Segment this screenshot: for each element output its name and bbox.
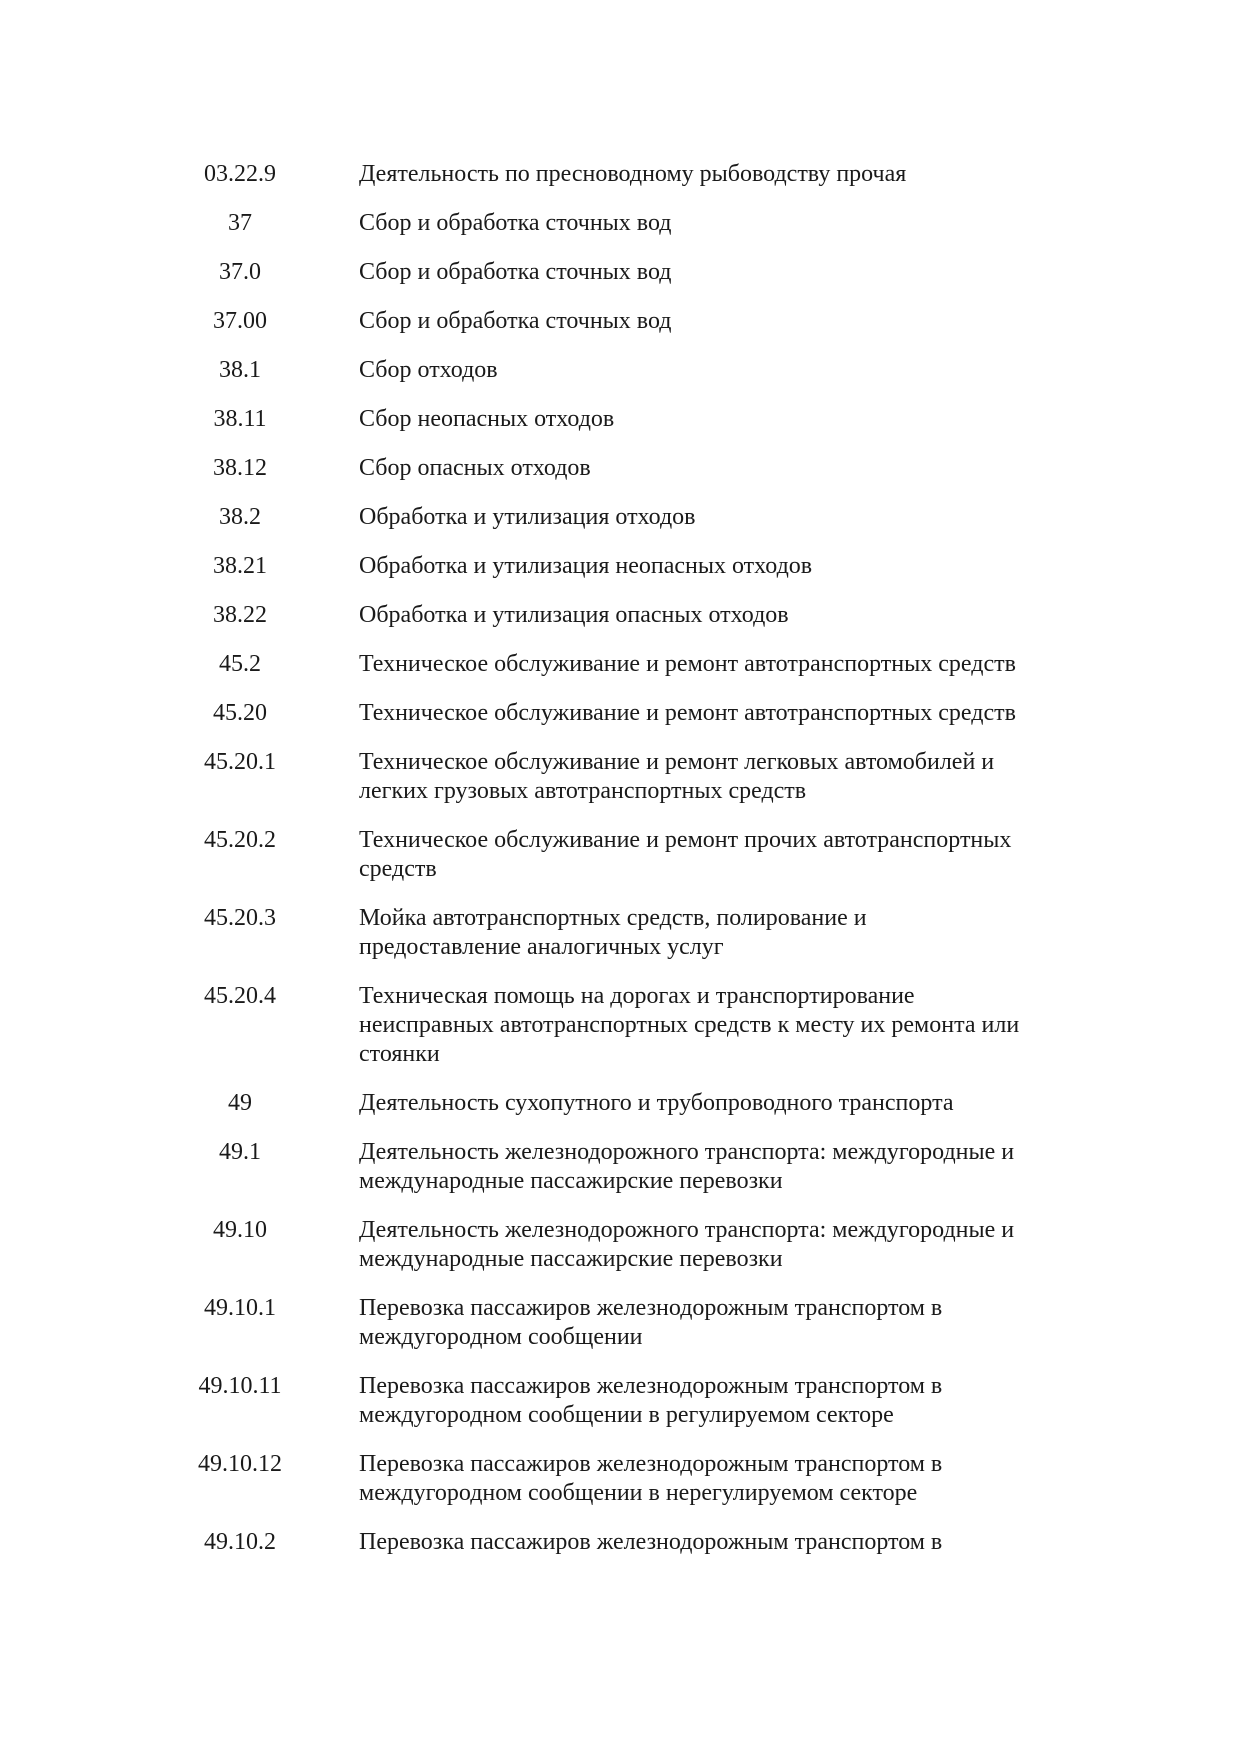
activity-description (359, 748, 1059, 806)
list-item (180, 1450, 1060, 1508)
activity-code: 38.2 (219, 504, 261, 530)
activity-description (359, 650, 1059, 679)
activity-description-line: легких грузовых автотранспортных средств (359, 778, 807, 804)
activity-code: 37 (228, 210, 252, 236)
activity-description-line: Перевозка пассажиров железнодорожным транспортом в (359, 1451, 943, 1477)
activity-description (359, 982, 1059, 1069)
activity-description-line: междугородном сообщении в нерегулируемом секторе (359, 1480, 918, 1506)
activity-description (359, 552, 1059, 581)
activity-description-line: Обработка и утилизация отходов (359, 504, 696, 530)
activity-description-line: Обработка и утилизация опасных отходов (359, 602, 789, 628)
activity-description-line: Техническое обслуживание и ремонт автотранспортных средств (359, 700, 1016, 726)
activity-code: 49.10.1 (204, 1295, 276, 1321)
activity-code: 49.10.11 (198, 1373, 282, 1399)
activity-description-line: Техническое обслуживание и ремонт автотранспортных средств (359, 651, 1016, 677)
activity-description-line: Перевозка пассажиров железнодорожным транспортом в (359, 1373, 943, 1399)
activity-code: 38.12 (213, 455, 267, 481)
activity-description-line: Сбор отходов (359, 357, 498, 383)
list-item (180, 258, 1060, 287)
activity-description-line: неисправных автотранспортных средств к месту их ремонта или (359, 1012, 1020, 1038)
activity-description (359, 1138, 1059, 1196)
list-item (180, 1138, 1060, 1196)
activity-description-line: Деятельность железнодорожного транспорта: междугородные и (359, 1217, 1015, 1243)
list-item (180, 904, 1060, 962)
activity-code-list (180, 160, 1060, 1577)
activity-code: 45.20.3 (204, 905, 276, 931)
activity-description-line: Техническое обслуживание и ремонт легковых автомобилей и (359, 749, 995, 775)
activity-description (359, 160, 1059, 189)
activity-code: 49 (228, 1090, 252, 1116)
activity-code: 38.22 (213, 602, 267, 628)
activity-description-line: Деятельность сухопутного и трубопроводного транспорта (359, 1090, 954, 1116)
activity-description (359, 1216, 1059, 1274)
activity-description (359, 454, 1059, 483)
activity-description-line: Техническое обслуживание и ремонт прочих автотранспортных (359, 827, 1012, 853)
list-item (180, 454, 1060, 483)
activity-description-line: Перевозка пассажиров железнодорожным транспортом в (359, 1295, 943, 1321)
list-item (180, 699, 1060, 728)
activity-description-line: междугородном сообщении (359, 1324, 643, 1350)
list-item (180, 1372, 1060, 1430)
activity-description-line: Мойка автотранспортных средств, полирование и (359, 905, 867, 931)
activity-code: 37.0 (219, 259, 261, 285)
activity-description (359, 503, 1059, 532)
activity-description (359, 826, 1059, 884)
activity-description-line: Деятельность по пресноводному рыбоводству прочая (359, 161, 907, 187)
activity-description (359, 209, 1059, 238)
activity-description (359, 258, 1059, 287)
list-item (180, 503, 1060, 532)
activity-code: 45.20 (213, 700, 267, 726)
list-item (180, 826, 1060, 884)
activity-code: 49.10.12 (198, 1451, 282, 1477)
activity-description (359, 405, 1059, 434)
activity-description-line: Сбор и обработка сточных вод (359, 259, 672, 285)
activity-code: 45.2 (219, 651, 261, 677)
activity-description-line: предоставление аналогичных услуг (359, 934, 724, 960)
activity-description-line: Техническая помощь на дорогах и транспортирование (359, 983, 915, 1009)
activity-description-line: Перевозка пассажиров железнодорожным транспортом в (359, 1529, 943, 1555)
activity-code: 45.20.1 (204, 749, 276, 775)
activity-description-line: стоянки (359, 1041, 440, 1067)
activity-description (359, 1528, 1059, 1557)
list-item (180, 552, 1060, 581)
activity-code: 38.1 (219, 357, 261, 383)
activity-description (359, 1089, 1059, 1118)
activity-description-line: Деятельность железнодорожного транспорта: междугородные и (359, 1139, 1015, 1165)
list-item (180, 405, 1060, 434)
activity-code: 49.10.2 (204, 1529, 276, 1555)
activity-description-line: средств (359, 856, 437, 882)
list-item (180, 1294, 1060, 1352)
activity-description (359, 904, 1059, 962)
list-item (180, 209, 1060, 238)
list-item (180, 748, 1060, 806)
list-item (180, 1089, 1060, 1118)
activity-code: 49.10 (213, 1217, 267, 1243)
list-item (180, 1528, 1060, 1557)
activity-code: 03.22.9 (204, 161, 276, 187)
activity-description-line: Сбор и обработка сточных вод (359, 308, 672, 334)
activity-description (359, 307, 1059, 336)
list-item (180, 160, 1060, 189)
activity-code: 45.20.4 (204, 983, 276, 1009)
activity-code: 45.20.2 (204, 827, 276, 853)
activity-description-line: междугородном сообщении в регулируемом секторе (359, 1402, 894, 1428)
activity-description (359, 699, 1059, 728)
list-item (180, 356, 1060, 385)
activity-code: 38.11 (213, 406, 267, 432)
activity-code: 37.00 (213, 308, 267, 334)
list-item (180, 601, 1060, 630)
activity-description-line: международные пассажирские перевозки (359, 1168, 783, 1194)
activity-description (359, 1294, 1059, 1352)
activity-description (359, 1450, 1059, 1508)
activity-description-line: Сбор неопасных отходов (359, 406, 615, 432)
list-item (180, 650, 1060, 679)
activity-code: 49.1 (219, 1139, 261, 1165)
list-item (180, 307, 1060, 336)
activity-description-line: Обработка и утилизация неопасных отходов (359, 553, 813, 579)
activity-description-line: Сбор и обработка сточных вод (359, 210, 672, 236)
list-item (180, 982, 1060, 1069)
activity-description-line: Сбор опасных отходов (359, 455, 591, 481)
activity-description (359, 601, 1059, 630)
activity-description (359, 1372, 1059, 1430)
activity-description-line: международные пассажирские перевозки (359, 1246, 783, 1272)
activity-code: 38.21 (213, 553, 267, 579)
activity-description (359, 356, 1059, 385)
list-item (180, 1216, 1060, 1274)
